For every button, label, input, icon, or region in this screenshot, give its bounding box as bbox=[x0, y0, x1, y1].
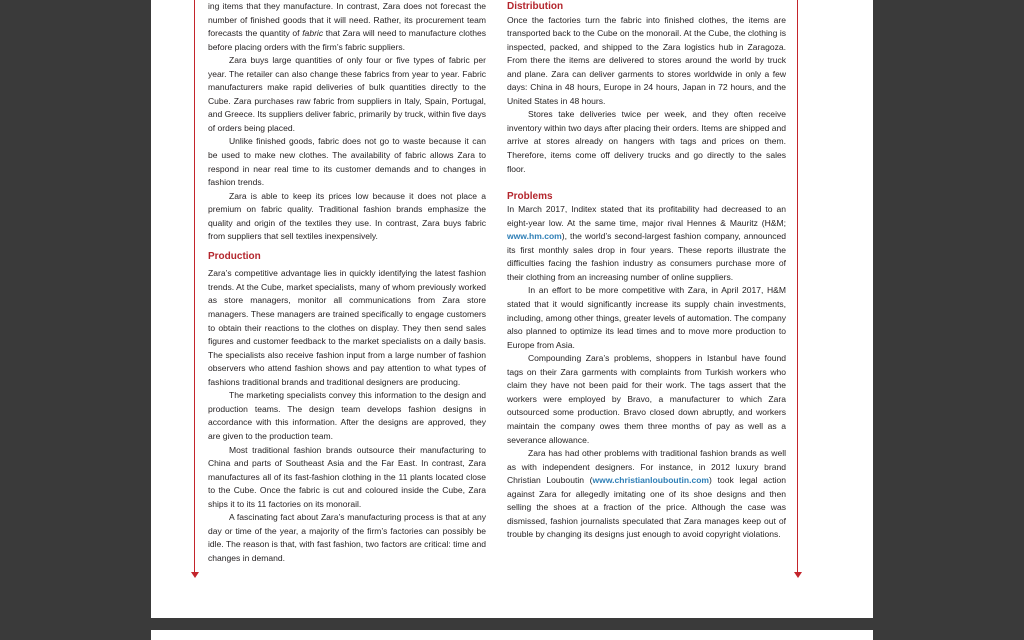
paragraph: Zara buys large quantities of only four or five types of fabric per year. The retailer can also change these fabrics from year to year. Fabric manufacturers make rapid deliveries of bulk quantities directly to the Cube. Zara purchases raw fabric from suppliers in Italy, Spain, Portugal, and Greece. Its suppliers deliver fabric, primarily by truck, within five days of orders being placed. bbox=[208, 55, 486, 133]
left-column bbox=[208, 0, 486, 565]
paragraph: Zara’s competitive advantage lies in quickly identifying the latest fashion trends. At the Cube, market specialists, many of whom previously worked as store managers, monitor all communications from Zara store managers. These managers are trained specifically to engage customers to obtain their reactions to the clothes on display. They then send sales figures and customer feedback to the market specialists on a daily basis. The specialists also receive fashion input from a large number of fashion observers who attend fashion shows and pay attention to what types of fashions traditional brands and traditional designers are producing. bbox=[208, 268, 486, 387]
paragraph: Stores take deliveries twice per week, and they often receive inventory within two days after placing their orders. Items are shipped and arrive at stores already on hangers with tags and prices on them. Therefore, items come off delivery trucks and go directly to the sales floor. bbox=[507, 109, 786, 174]
hm-link[interactable]: www.hm.com bbox=[507, 231, 562, 242]
paragraph: The marketing specialists convey this information to the design and production teams. The design team develops fashion designs in accordance with this information. After the designs are approved, they are given to the production team. bbox=[208, 390, 486, 441]
section-heading-problems: Problems bbox=[507, 190, 553, 202]
paragraph: Zara has had other problems with traditional fashion brands as well as with independent designers. For instance, in 2012 luxury brand Christian Louboutin (www.christianlouboutin.com) took legal action against Zara for allegedly imitating one of its shoe designs and then selling the shoes at a fraction of the price. Although the case was dismissed, fashion journalists speculated that Zara manages keep out of trouble by changing its designs just enough to avoid copyright violations. bbox=[507, 448, 786, 540]
louboutin-link[interactable]: www.christianlouboutin.com bbox=[592, 475, 710, 486]
paragraph: Once the factories turn the fabric into finished clothes, the items are transported back to the Cube on the monorail. At the Cube, the clothing is inspected, packed, and shipped to the Zara logistics hub in Zaragoza. From there the items are delivered to stores around the world by truck and plane. Zara can deliver garments to stores worldwide in only a few days: China in 48 hours, Europe in 24 hours, Japan in 72 hours, and the United States in 48 hours. bbox=[507, 14, 786, 106]
continue-arrow-icon bbox=[191, 572, 199, 578]
next-page-edge bbox=[151, 630, 873, 640]
paragraph: Zara is able to keep its prices low because it does not place a premium on fabric quality. Traditional fashion brands emphasize the quality and origin of the textiles they use. In contrast, Zara buys fabric from suppliers that sell textiles inexpensively. bbox=[208, 190, 486, 242]
left-margin-rule bbox=[194, 0, 195, 573]
paragraph: Unlike finished goods, fabric does not go to waste because it can be used to make new clothes. The availability of fabric allows Zara to respond in near real time to its customer demands and to changes in fashion trends. bbox=[208, 136, 486, 188]
right-column bbox=[507, 0, 786, 542]
paragraph: A fascinating fact about Zara’s manufacturing process is that at any day or time of the year, a majority of the firm’s factories can possibly be idle. The reason is that, with fast fashion, two factors are critical: time and changes in demand. bbox=[208, 512, 486, 563]
paragraph: Compounding Zara’s problems, shoppers in Istanbul have found tags on their Zara garments with complaints from Turkish workers who claim they have not been paid for their work. The tags assert that the workers were employed by Bravo, a manufacturer to which Zara outsourced some production. Bravo closed down abruptly, and workers maintain the company owes them three months of pay as well as a severance allowance. bbox=[507, 353, 786, 445]
paragraph: In March 2017, Inditex stated that its profitability had decreased to an eight-year low. At the same time, major rival Hennes & Mauritz (H&M; www.hm.com), the world’s second-largest fashion company, announced its first monthly sales drop in four years. These reports illustrate the difficulties facing the fashion industry as consumers purchase more of their clothing from an increasing number of online suppliers. bbox=[507, 204, 786, 282]
continue-arrow-icon bbox=[794, 572, 802, 578]
section-heading-production: Production bbox=[208, 250, 261, 262]
paragraph: In an effort to be more competitive with Zara, in April 2017, H&M stated that it would significantly increase its supply chain investments, including, among other things, greater levels of automation. The company also planned to optimize its lead times and to move more production to Europe from Asia. bbox=[507, 285, 786, 350]
paragraph: Most traditional fashion brands outsource their manufacturing to China and parts of Southeast Asia and the Far East. In contrast, Zara manufactures all of its fast-fashion clothing in the 11 plants located close to the Cube. Once the fabric is cut and coloured inside the Cube, Zara ships it to its 11 factories on its monorail. bbox=[208, 444, 486, 509]
section-heading-distribution: Distribution bbox=[507, 1, 564, 12]
right-margin-rule bbox=[797, 0, 798, 573]
document-page bbox=[151, 0, 873, 618]
paragraph: ing items that they manufacture. In contrast, Zara does not forecast the number of finished goods that it will need. Rather, its procurement team forecasts the quantity of fabric that Zara will need to manufacture clothes before placing orders with the firm’s fabric suppliers. bbox=[208, 1, 486, 52]
